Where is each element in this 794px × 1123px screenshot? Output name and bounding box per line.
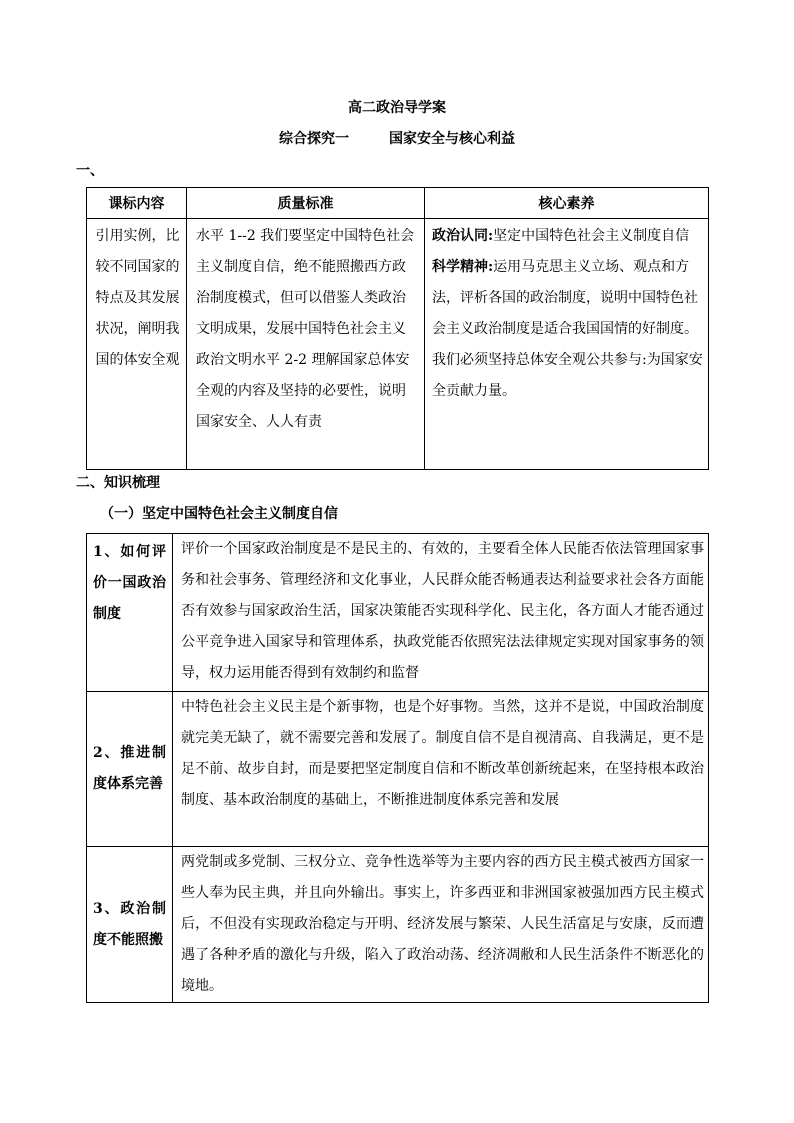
subtitle-right: 国家安全与核心利益: [389, 131, 515, 147]
knowledge-row: [87, 534, 709, 692]
standards-table: [86, 187, 709, 470]
scientific-spirit-text: 运用马克思主义立场、观点和方法，评析各国的政治制度，说明中国特色社会主义政治制度是适合我国国情的好制度。我们必须坚持总体安全观公共参与:为国家安全贡献力量。: [432, 259, 703, 399]
subsection-heading: （一）坚定中国特色社会主义制度自信: [100, 506, 338, 522]
scientific-spirit-label: 科学精神:: [432, 259, 494, 275]
core-literacy-cell: [425, 219, 709, 470]
subtitle-left: 综合探究一: [279, 131, 349, 147]
header-quality-standard: 质量标准: [187, 188, 425, 219]
knowledge-row: [87, 847, 709, 1003]
knowledge-body: 评价一个国家政治制度是不是民主的、有效的，主要看全体人民能否依法管理国家事务和社会事务、管理经济和文化事业，人民群众能否畅通表达利益要求社会各方面能否有效参与国家政治生活，国家决策能否实现科学化、民主化，各方面人才能否通过公平竞争进入国家导和管理体系，执政党能否依照宪法法律规定实现对国家事务的领导，权力运用能否得到有效制约和监督: [173, 534, 709, 692]
knowledge-row: [87, 692, 709, 847]
section-two-heading: 二、知识梳理: [76, 475, 160, 491]
header-curriculum-content: 课标内容: [87, 188, 187, 219]
page-title: 高二政治导学案: [348, 100, 446, 116]
political-identity-label: 政治认同:: [432, 228, 494, 244]
knowledge-table: [86, 533, 709, 1003]
knowledge-topic: 3、政治制度不能照搬: [87, 847, 173, 1003]
standards-table-header-row: [87, 188, 709, 219]
curriculum-content-cell: 引用实例，比较不同国家的特点及其发展状况，阐明我国的体安全观: [87, 219, 187, 470]
knowledge-body: 中特色社会主义民主是个新事物，也是个好事物。当然，这并不是说，中国政治制度就完美无缺了，就不需要完善和发展了。制度自信不是自视清高、自我满足，更不是足不前、故步自封，而是要把坚定制度自信和不断改革创新统起来，在坚持根本政治制度、基本政治制度的基础上，不断推进制度体系完善和发展: [173, 692, 709, 847]
section-one-heading: 一、: [76, 163, 104, 179]
knowledge-body: 两党制或多党制、三权分立、竞争性选举等为主要内容的西方民主模式被西方国家一些人奉为民主典，并且向外输出。事实上，许多西亚和非洲国家被强加西方民主模式后，不但没有实现政治稳定与开明、经济发展与繁荣、人民生活富足与安康，反而遭遇了各种矛盾的激化与升级，陷入了政治动荡、经济凋敝和人民生活条件不断恶化的境地。: [173, 847, 709, 1003]
header-core-literacy: 核心素养: [425, 188, 709, 219]
knowledge-topic: 2、推进制度体系完善: [87, 692, 173, 847]
page-subtitle: [0, 128, 794, 148]
quality-standard-cell: 水平 1--2 我们要坚定中国特色社会主义制度自信，绝不能照搬西方政治制度模式，但可以借鉴人类政治文明成果，发展中国特色社会主义政治文明水平 2-2 理解国家总体安全观的内容及坚持的必要性，说明国家安全、人人有责: [187, 219, 425, 470]
political-identity-text: 坚定中国特色社会主义制度自信: [493, 228, 690, 244]
standards-table-row: [87, 219, 709, 470]
knowledge-topic: 1、如何评价一国政治制度: [87, 534, 173, 692]
